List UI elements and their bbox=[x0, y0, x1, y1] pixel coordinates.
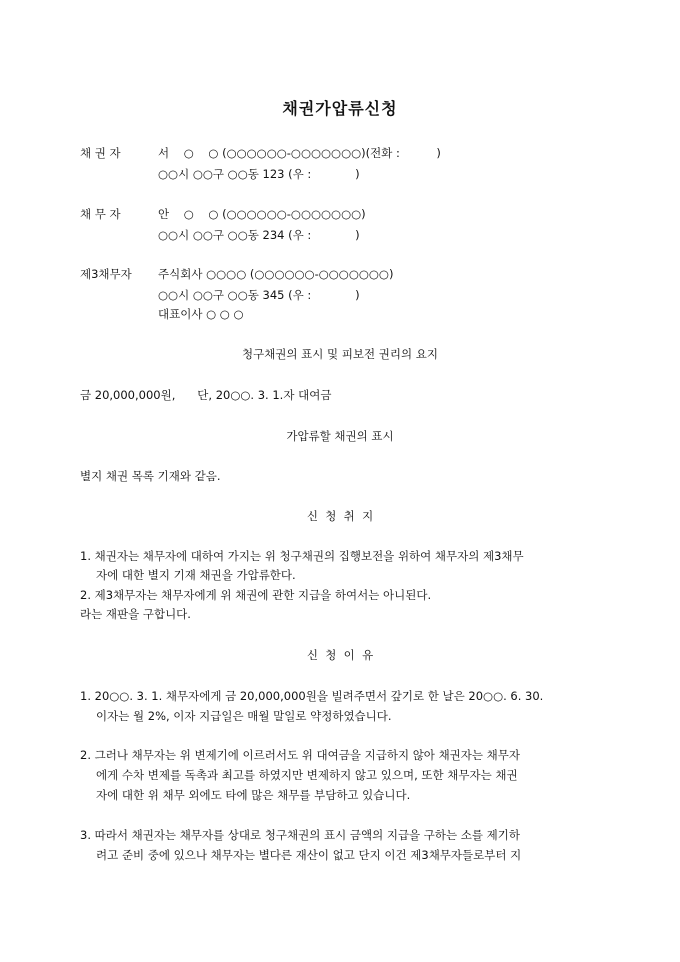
claim-text: 금 20,000,000원, 단, 20○○. 3. 1.자 대여금 bbox=[80, 388, 332, 402]
reason-1-line-1: 1. 20○○. 3. 1. 채무자에게 금 20,000,000원을 빌려주면서 갚기로 한 날은 20○○. 6. 30. bbox=[80, 689, 544, 703]
creditor-address-line: ○○시 ○○구 ○○동 123 (우 : ) bbox=[158, 167, 360, 181]
debtor-name-line: 안 ○ ○ (○○○○○○-○○○○○○○) bbox=[158, 207, 366, 221]
third-debtor-name-line: 주식회사 ○○○○ (○○○○○○-○○○○○○○) bbox=[158, 267, 394, 281]
third-debtor-label: 제3채무자 bbox=[80, 267, 132, 281]
purpose-heading: 신 청 취 지 bbox=[306, 509, 374, 523]
reason-1-line-2: 이자는 월 2%, 이자 지급일은 매월 말일로 약정하였습니다. bbox=[96, 709, 392, 723]
document-title: 채권가압류신청 bbox=[282, 99, 398, 118]
purpose-item-2: 2. 제3채무자는 채무자에게 위 채권에 관한 지급을 하여서는 아니된다. bbox=[80, 588, 432, 602]
third-debtor-representative: 대표이사 ○ ○ ○ bbox=[158, 307, 244, 321]
purpose-closing: 라는 재판을 구합니다. bbox=[80, 607, 191, 621]
reason-3-line-1: 3. 따라서 채권자는 채무자를 상대로 청구채권의 표시 금액의 지급을 구하는 소를 제기하 bbox=[80, 828, 520, 842]
purpose-item-1-line-1: 1. 채권자는 채무자에 대하여 가지는 위 청구채권의 집행보전을 위하여 채무자의 제3채무 bbox=[80, 549, 524, 563]
reason-3-line-2: 려고 준비 중에 있으나 채무자는 별다른 재산이 없고 단지 이건 제3채무자들로부터 지 bbox=[96, 848, 522, 862]
creditor-label: 채 권 자 bbox=[80, 146, 121, 160]
purpose-item-1-line-2: 자에 대한 별지 기재 채권을 가압류한다. bbox=[96, 568, 296, 582]
debtor-label: 채 무 자 bbox=[80, 207, 121, 221]
attach-heading: 가압류할 채권의 표시 bbox=[286, 429, 394, 443]
claim-heading: 청구채권의 표시 및 피보전 권리의 요지 bbox=[241, 347, 439, 361]
reason-2-line-2: 에게 수차 변제를 독촉과 최고를 하였지만 변제하지 않고 있으며, 또한 채무자는 채권 bbox=[96, 768, 518, 782]
reason-2-line-3: 자에 대한 위 채무 외에도 타에 많은 채무를 부담하고 있습니다. bbox=[96, 788, 411, 802]
third-debtor-address-line: ○○시 ○○구 ○○동 345 (우 : ) bbox=[158, 288, 360, 302]
debtor-address-line: ○○시 ○○구 ○○동 234 (우 : ) bbox=[158, 228, 360, 242]
attach-text: 별지 채권 목록 기재와 같음. bbox=[80, 469, 221, 483]
creditor-name-line: 서 ○ ○ (○○○○○○-○○○○○○○)(전화 : ) bbox=[158, 146, 441, 160]
reason-2-line-1: 2. 그러나 채무자는 위 변제기에 이르러서도 위 대여금을 지급하지 않아 채권자는 채무자 bbox=[80, 748, 520, 762]
reason-heading: 신 청 이 유 bbox=[306, 648, 374, 662]
